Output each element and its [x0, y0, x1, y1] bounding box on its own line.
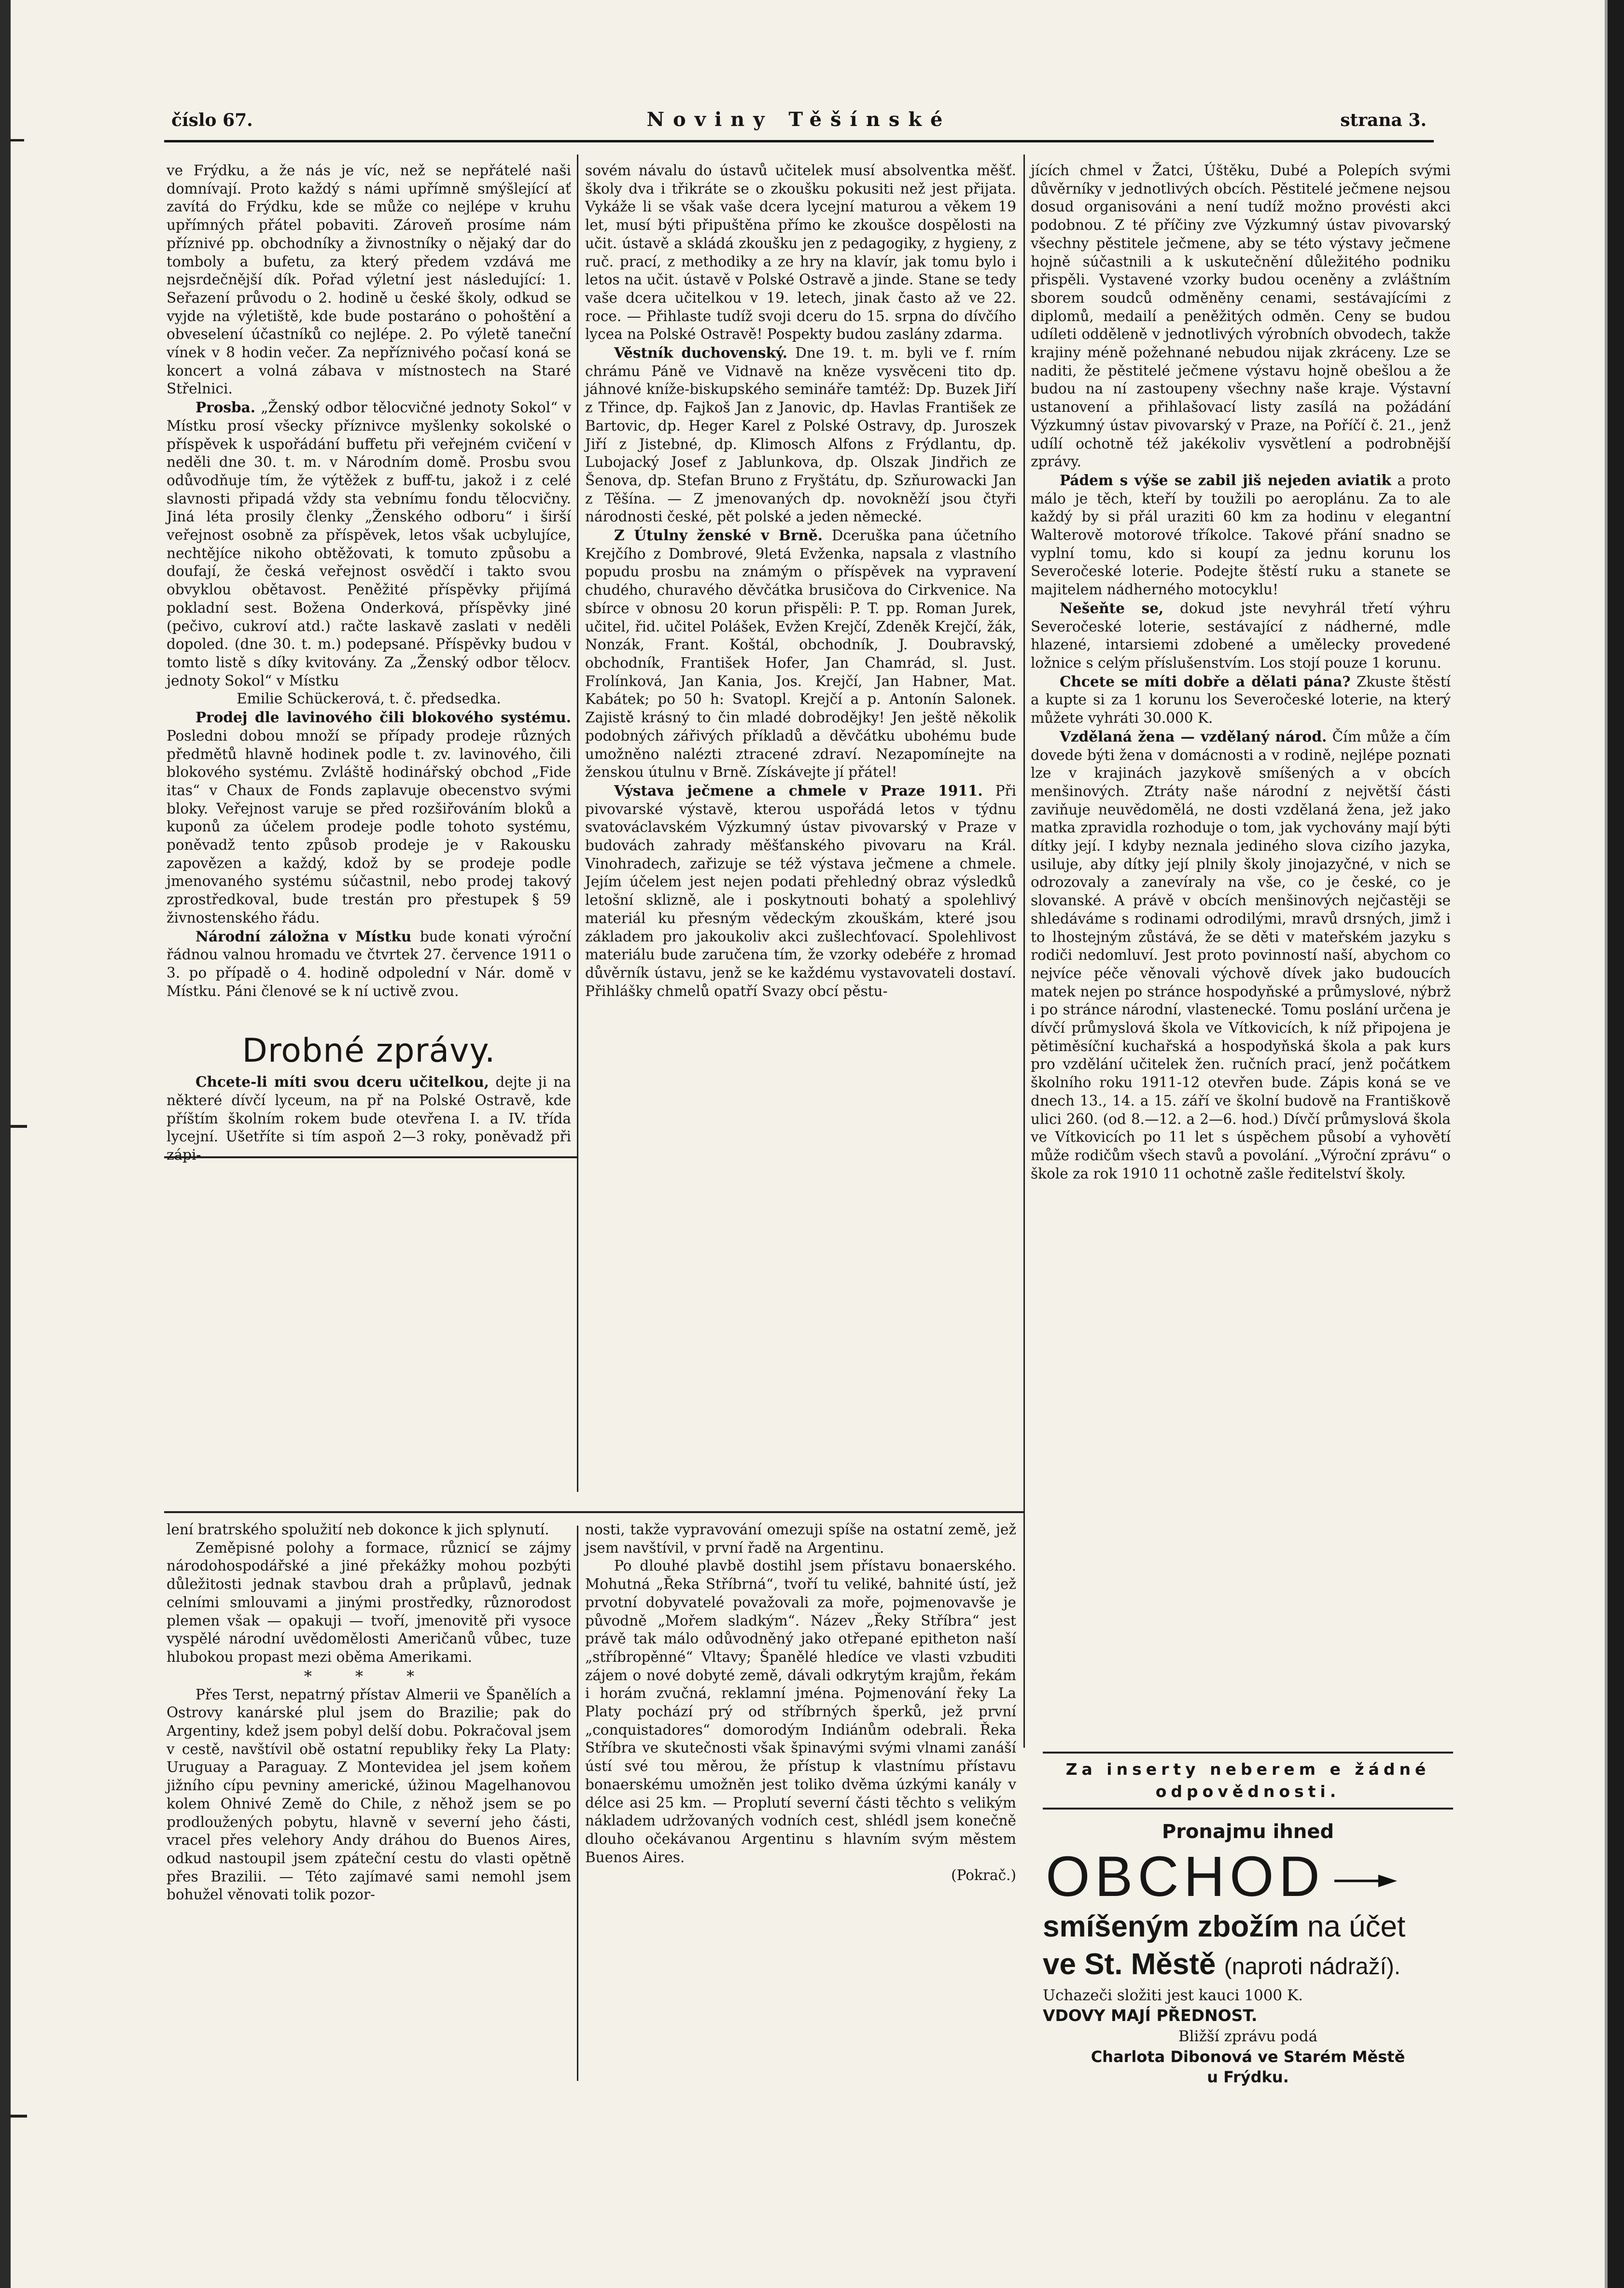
- ad-info: Bližší zprávu podá: [1178, 2028, 1318, 2045]
- article-lead: Prosba.: [196, 399, 256, 416]
- column-rule: [1023, 154, 1025, 1748]
- article-vylet: ve Frýdku, a že nás je víc, než se nepřátelé naši domnívají. Proto každý s námi upřímně smýšlející ať zavítá do Frýdku, kde se může co nejlépe v kruhu upřímných přátel pobaviti. Zároveň prosíme nám příznivé pp. obchodníky a živnostníky o nějaký dar do tomboly a bufetu, za který předem vzdává me nejsrdečnější dík. Pořad výletní jest následující: 1. Seřazení průvodu o 2. hodině u české školy, odkud se vyjde na výletiště, kde bude postaráno o pohoštění a obveselení účastníků co nejlépe. 2. Po výletě taneční vínek v 8 hodin večer. Za nepříznivého počasí koná se koncert a volná zábava v místnostech na Staré Střelnici.: [167, 162, 571, 397]
- ad-widows: VDOVY MAJÍ PŘEDNOST.: [1043, 2006, 1258, 2025]
- ad-shop: [1043, 1845, 1453, 1908]
- article-lead: Prodej dle lavinového čili blokového systému.: [196, 709, 571, 726]
- column-rule: [577, 1526, 578, 2081]
- article-body: Při pivovarské výstavě, kterou uspořádá letos v týdnu svatováclavském Výzkumný ústav pivovarský v Praze v budovách zahrady měšťanského pivovaru na Král. Vinohradech, zařizuje se též výstava ječmene a chmele. Jejím účelem jest nejen podati přehledný obraz výsledků letošní sklizně, ale i poskytnouti bohatý a spolehlivý materiál ku přesným vědeckým zkouškám, které jsou základem pro jakoukoliv akci zušlechťovací. Spolehlivost materiálu bude zaručena tím, že vzorky odebéře z hromad důvěrník ústavu, jenž se ke každému vystavovateli dostaví. Přihlášky chmelů opatří Svazy obcí pěstu-: [585, 782, 1017, 999]
- ad-goods: smíšeným zbožím: [1043, 1910, 1299, 1943]
- article-lead: Věstník duchovenský.: [614, 344, 788, 362]
- column-1: [167, 162, 571, 1165]
- article-signature: Emilie Schückerová, t. č. předsedka.: [237, 690, 501, 707]
- ad-rule: [1043, 1752, 1453, 1754]
- scan-left-edge: [0, 0, 11, 2288]
- article-lead: Nešeňte se,: [1060, 599, 1164, 617]
- ad-goods-line: [1043, 1908, 1453, 1946]
- article-utulna: [585, 526, 1016, 782]
- page-header: [171, 105, 1427, 134]
- article-body: Dceruška pana účetního Krejčího z Dombrové, 9letá Evženka, napsala z vlastního popudu prosbu na známým o příspěvek na vypravení chudého, churavého děvčátka brusičova do Cirkvenice. Na sbírce v obnosu 20 korun přispěli: P. T. pp. Roman Jurek, učitel, řid. učitel Polášek, Evžen Krejčí, Zdeněk Krejčí, žák, Nonzák, Frant. Koštál, obchodník, J. Doubravský, obchodník, František Hofer, Jan Chamrád, sl. Just. Frolínková, Jan Kania, Jos. Krejčí, Jan Habner, Mat. Kabátek; po 50 h: Svatopl. Krejčí a p. Antonín Salonek. Zajistě krásný to čin mladé dobrodějky! Jen ještě několik podobných zářivých příkladů a děvčátku ubohému bude umožněno nalézti ztracené zdraví. Nezapomínejte na ženskou útulnu v Brně. Získávejte jí přátel!: [585, 527, 1016, 781]
- article-vystava-cont: jících chmel v Žatci, Úštěku, Dubé a Polepích svými důvěrníky v jednotlivých obcích. Pěstitelé ječmene nejsou dosud organisováni a není tudíž možno provésti akci podobnou. Z té příčiny zve Výzkumný ústav pivovarský všechny pěstitele ječmene, aby se této výstavy ječmene hojně súčastnili a k uskutečnění důležitého podniku přispěli. Vystavené vzorky budou oceněny a zvláštním sborem soudců odměněny cenami, sestávajícími z diplomů, medailí a peněžitých odměn. Ceny se budou udíleti odděleně v jednotlivých výrobních obvodech, takže krajiny méně požehnané nebudou nijak zkráceny. Lze se naditi, že pěstitelé ječmene výstavu hojně obešlou a že budou na ní zastoupeny všechny naše kraje. Výstavní ustanovení a přihlašovací listy zasílá na požádání Výzkumný ústav pivovarský v Praze, na Poříčí č. 21., jenž udílí ochotně též jakékoliv vysvětlení a podrobnější zprávy.: [1031, 162, 1451, 470]
- feuilleton-text: Přes Terst, nepatrný přístav Almerii ve Španělích a Ostrovy kanárské plul jsem do Brazilie; pak do Argentiny, kdež jsem pobyl delší dobu. Pokračoval jsem v cestě, navštívil obě ostatní republiky řeky La Platy: Uruguay a Paraguay. Z Montevidea jel jsem koňem jižního cípu pevniny americké, úžinou Magelhanovou kolem Ohnivé Země do Chile, z něhož jsem se po prodloužených pobytu, hlavně v severní jeho části, vracel přes velehory Andy dráhou do Buenos Aires, odkud nastoupil jsem zpáteční cestu do vlasti opětně přes Brazilii. — Této zajímavé sami nemohl jsem bohužel věnovati tolik pozor-: [167, 1686, 571, 1903]
- article-dcera-cont: sovém návalu do ústavů učitelek musí absolventka měšť. školy dva i třikráte se o zkoušku pokusiti než jest přijata. Vykáže li se však vaše dcera lycejní maturou a věkem 19 let, musí býti připuštěna přímo ke zkoušce dospělosti na učit. ústavě a skládá zkoušku jen z pedagogiky, z hygieny, z ruč. prací, z methodiky a ze hry na klavír, jak tomu bylo i letos na učit. ústavě v Polské Ostravě a jinde. Stane se tedy vaše dcera učitelkou v 19. letech, jinak často až ve 22. roce. — Přihlaste tudíž svoji dceru do 15. srpna do dívčího lycea na Polské Ostravě! Pospekty budou zaslány zdarma.: [585, 162, 1016, 343]
- ad-goods-na: na: [1307, 1910, 1341, 1943]
- article-lead: Z Útulny ženské v Brně.: [614, 527, 823, 544]
- article-body: Čím může a čím dovede býti žena v domácnosti a v rodině, nejlépe poznati lze v krajinách jazykově smíšených a v obcích menšinových. Ztráty naše národní z největší části zaviňuje neuvědomělá, ne dosti vzdělaná žena, jež jako matka zpravidla rozhoduje o tom, jak vychovány mají býti dítky její. I kdyby neznala jediného slova cizího jazyka, usiluje, aby dítky její plnily školy jinojazyčné, v nich se odrozovaly a zanevíraly na vše, co je české, co je slovanské. A právě v obcích menšinových nejčastěji se shledáváme s rodinami odrodilými, mravů drsných, jimž i to lhostejným zůstává, že se děti v mateřském jazyku s rodiči nedomluví. Jest proto povinností naší, abychom co nejvíce péče věnovali výchově dívek jako budoucích matek nejen po stránce hospodyňské a průmyslové, nýbrž i po stránce národní, vlastenecké. Tomu poslání určena je dívčí průmyslová škola ve Vítkovicích, k níž připojena je pětiměsíční kuchařská a hospodyňská škola a pak kurs pro vzdělání učitelek žen. ručních prací, jenž počátkem školního roku 1911-12 otevřen bude. Zápis koná se ve dnech 13., 14. a 15. září ve školní budově na Františkově ulici 260. (od 8.—12. a 2—6. hod.) Dívčí průmyslová škola ve Vítkovicích po 11 let s úspěchem působí a vyhovětí může rodičům všech stavů a povolání. „Výroční zprávu“ o škole za rok 1910 11 ochotně zašle ředitelství školy.: [1031, 728, 1451, 1182]
- article-pan: [1031, 673, 1451, 728]
- feuilleton-text: nosti, takže vypravování omezuji spíše na ostatní země, jež jsem navštívil, v první řadě na Argentinu.: [585, 1521, 1016, 1556]
- article-lead: Vzdělaná žena — vzdělaný národ.: [1060, 728, 1327, 745]
- feuilleton-text: lení bratrského spolužití neb dokonce k jich splynutí.: [167, 1521, 549, 1538]
- ad-city-line: [1043, 1946, 1453, 1986]
- article-zena: [1031, 728, 1451, 1183]
- article-lead: Pádem s výše se zabil jiš nejeden aviatik: [1060, 471, 1391, 489]
- article-zalozna: [167, 927, 571, 1001]
- article-body: dejte ji na některé dívčí lyceum, na př na Polské Ostravě, kde příštím školním rokem bude otevřena I. a IV. třída lycejní. Ušetříte si tím aspoň 2—3 roky, poněvadž při zápi-: [167, 1074, 571, 1164]
- advertisement: [1043, 1747, 1453, 2087]
- ad-place: u Frýdku.: [1207, 2068, 1289, 2086]
- feuilleton-column-2: [585, 1521, 1016, 1885]
- article-body: bude konati výroční řádnou valnou hromadu ve čtvrtek 27. července 1911 o 3. po případě o 4. hodině odpolední v Nár. domě v Místku. Páni členové se k ní uctivě zvou.: [167, 928, 571, 999]
- article-vestnik: [585, 344, 1016, 526]
- page-number: strana 3.: [1340, 110, 1427, 130]
- article-body: a proto málo je těch, kteří by toužili po aeroplánu. Za to ale každý by si přál uraziti 60 km za hodinu v elegantní Walterově motorové tříkolce. Takové přání snadno se vyplní tomu, kdo si koupí za jednu korunu los Severočeské loterie. Podejte štěstí ruku a stanete se majitelem nádherného motocyklu!: [1031, 472, 1451, 598]
- ad-name: Charlota Dibonová ve Starém Městě: [1091, 2048, 1405, 2066]
- header-rule: [164, 140, 1434, 142]
- article-vystava: [585, 782, 1016, 1000]
- ad-city: ve St. Městě: [1043, 1948, 1216, 1981]
- ad-shop-word: OBCHOD: [1046, 1845, 1325, 1909]
- separator-stars: * * *: [304, 1667, 434, 1685]
- feuilleton-text: Zeměpisné polohy a formace, různicí se zájmy národohospodářské a jiné překážky mohou pozbýti důležitosti jednak stavbou drah a průplavů, jednak celními smlouvami a jinými prostředky, různorodost plemen však — opakuji — tvoří, jmenovitě při vysoce vyspělé národní uvědomělosti Američanů vůbec, tuze hlubokou propast mezi oběma Amerikami.: [167, 1539, 571, 1665]
- binding-mark: [10, 1125, 27, 1128]
- article-body: dokud jste nevyhrál třetí výhru Severočeské loterie, sestávající z nádherné, mdle hlazené, intarsiemi zdobené a umělecky provedené ložnice s celým příslušenstvím. Los stojí pouze 1 korunu.: [1031, 600, 1451, 671]
- article-body: Zkuste štěstí a kupte si za 1 korunu los Severočeské loterie, na který můžete vyhráti 30.000 K.: [1031, 673, 1451, 727]
- continuation-note: (Pokrač.): [951, 1867, 1016, 1884]
- ad-deposit: Uchazeči složiti jest kauci 1000 K.: [1043, 1987, 1303, 2004]
- binding-mark: [10, 2115, 27, 2118]
- article-aviatik: [1031, 471, 1451, 599]
- article-lead: Výstava ječmene a chmele v Praze 1911.: [614, 782, 983, 799]
- ad-account: účet: [1349, 1910, 1406, 1943]
- column-2: [585, 162, 1016, 1000]
- ad-rent: Pronajmu ihned: [1162, 1821, 1334, 1843]
- article-nesente: [1031, 599, 1451, 673]
- article-body: Dne 19. t. m. byli ve f. rním chrámu Páně ve Vidnavě na kněze vysvěceni tito dp. jáhnové kníže-biskupského semináře tamtéž: Dp. Buzek Jiří z Třince, dp. Fajkoš Jan z Janovic, dp. Havlas František ze Bartovic, dp. Heger Karel z Polské Ostravy, dp. Juroszek Jiří z Jistebné, dp. Klimosch Alfons z Frýdlantu, dp. Lubojacký Josef z Jablunkova, dp. Olszak Jindřich ze Šenova, dp. Stefan Bruno z Fryštátu, dp. Szňurowacki Jan z Těšína. — Z jmenovaných dp. novokněží jsou čtyři národnosti české, pět polské a jeden německé.: [585, 345, 1016, 525]
- article-body: Posledni dobou množí se případy prodeje různých předmětů hlavně hodinek podle t. zv. lavinového, čili blokového systému. Zvláště hodinářský obchod „Fide itas“ v Chaux de Fonds zaplavuje obecenstvo svými bloky. Veřejnost varuje se před rozšiřováním bloků a kuponů za účelem prodeje podle tohoto systému, poněvadž tento způsob prodeje je v Rakousku zapovězen a každý, kdož by se prodeje podle jmenovaného systému súčastnil, nebo prodej takový zprostředkoval, bude trestán pro přestupek § 59 živnostenského řádu.: [167, 727, 571, 926]
- binding-mark: [10, 139, 24, 141]
- column-rule: [577, 154, 578, 1492]
- article-prodej: [167, 708, 571, 927]
- newspaper-title: Noviny Těšínské: [646, 108, 952, 131]
- feuilleton-column-1: [167, 1521, 571, 1904]
- ad-opposite: (naproti nádraží).: [1224, 1954, 1401, 1979]
- feuilleton-text: Po dlouhé plavbě dostihl jsem přístavu bonaerského. Mohutná „Řeka Stříbrná“, tvoří tu veliké, bahnité ústí, jež prvotní dobyvatelé považovali za moře, pojmenovavše je původně „Mořem sladkým“. Název „Řeky Stříbra“ jest právě tak málo odůvodněný jako otřepané epitheton naší „stříbropěnné“ Vltavy; Španělé hledíce ve vlasti vzbuditi zájem o nové dobyté země, dávali odkrytým krajům, řekám i horám zvučná, reklamní jména. Pojmenování řeky La Platy pochází prý od stříbrných šperků, jež první „conquistadores“ domorodým Indiánům odebrali. Řeka Stříbra ve skutečnosti však špinavými svými vlnami zanáší ústí své tou měrou, že přístup k vlastnímu přístavu bonaerskému umožněn jest toliko dvěma úzkými kanály v délce asi 25 km. — Proplutí severní části těchto s velikým nákladem udržovaných vodních cest, shlédl jsem konečně dlouho očekávanou Argentinu s hlavním svým městem Buenos Aires.: [585, 1558, 1016, 1866]
- article-dcera: [167, 1073, 571, 1165]
- issue-number: číslo 67.: [171, 110, 253, 130]
- scan-right-edge: [1608, 0, 1624, 2288]
- column-3: [1031, 162, 1451, 1183]
- ad-disclaimer: Za inserty neberem e žádné odpovědnosti.: [1065, 1760, 1430, 1801]
- article-lead: Chcete-li míti svou dceru učitelkou,: [196, 1073, 490, 1091]
- article-lead: Národní záložna v Místku: [196, 927, 412, 945]
- article-body: „Ženský odbor tělocvičné jednoty Sokol“ v Místku prosí všecky příznivce myšlenky sokolské o příspěvek k uspořádání buffetu při veřejném cvičení v neděli dne 30. t. m. v Národním domě. Prosbu svou odůvodňuje tím, že výtěžek z buff-tu, jakož i z celé slavnosti připadá vždy sta vebnímu fondu tělocvičny. Jiná léta prosily členky „Ženského odboru“ i širší veřejnost osobně za příspěvek, letos však ucbylujíce, nechtějíce nikoho obtěžovati, k tomuto způsobu a doufají, že česká veřejnost osvědčí i takto svou obvyklou obětavost. Peněžité příspěvky přijímá pokladní sest. Božena Onderková, příspěvky jiné (pečivo, cukroví atd.) račte laskavě zaslati v neděli dopoled. (dne 30. t. m.) podepsané. Příspěvky budou v tomto listě s díky kvitovány. Za „Ženský odbor tělocv. jednoty Sokol“ v Místku: [167, 399, 571, 689]
- section-title: Drobné zprávy.: [242, 1032, 496, 1070]
- section-rule: [164, 1511, 1023, 1513]
- article-lead: Chcete se míti dobře a dělati pána?: [1060, 673, 1351, 690]
- pointing-hand-icon: [1334, 1875, 1397, 1887]
- article-prosba: [167, 398, 571, 690]
- ad-rule: [1043, 1808, 1453, 1810]
